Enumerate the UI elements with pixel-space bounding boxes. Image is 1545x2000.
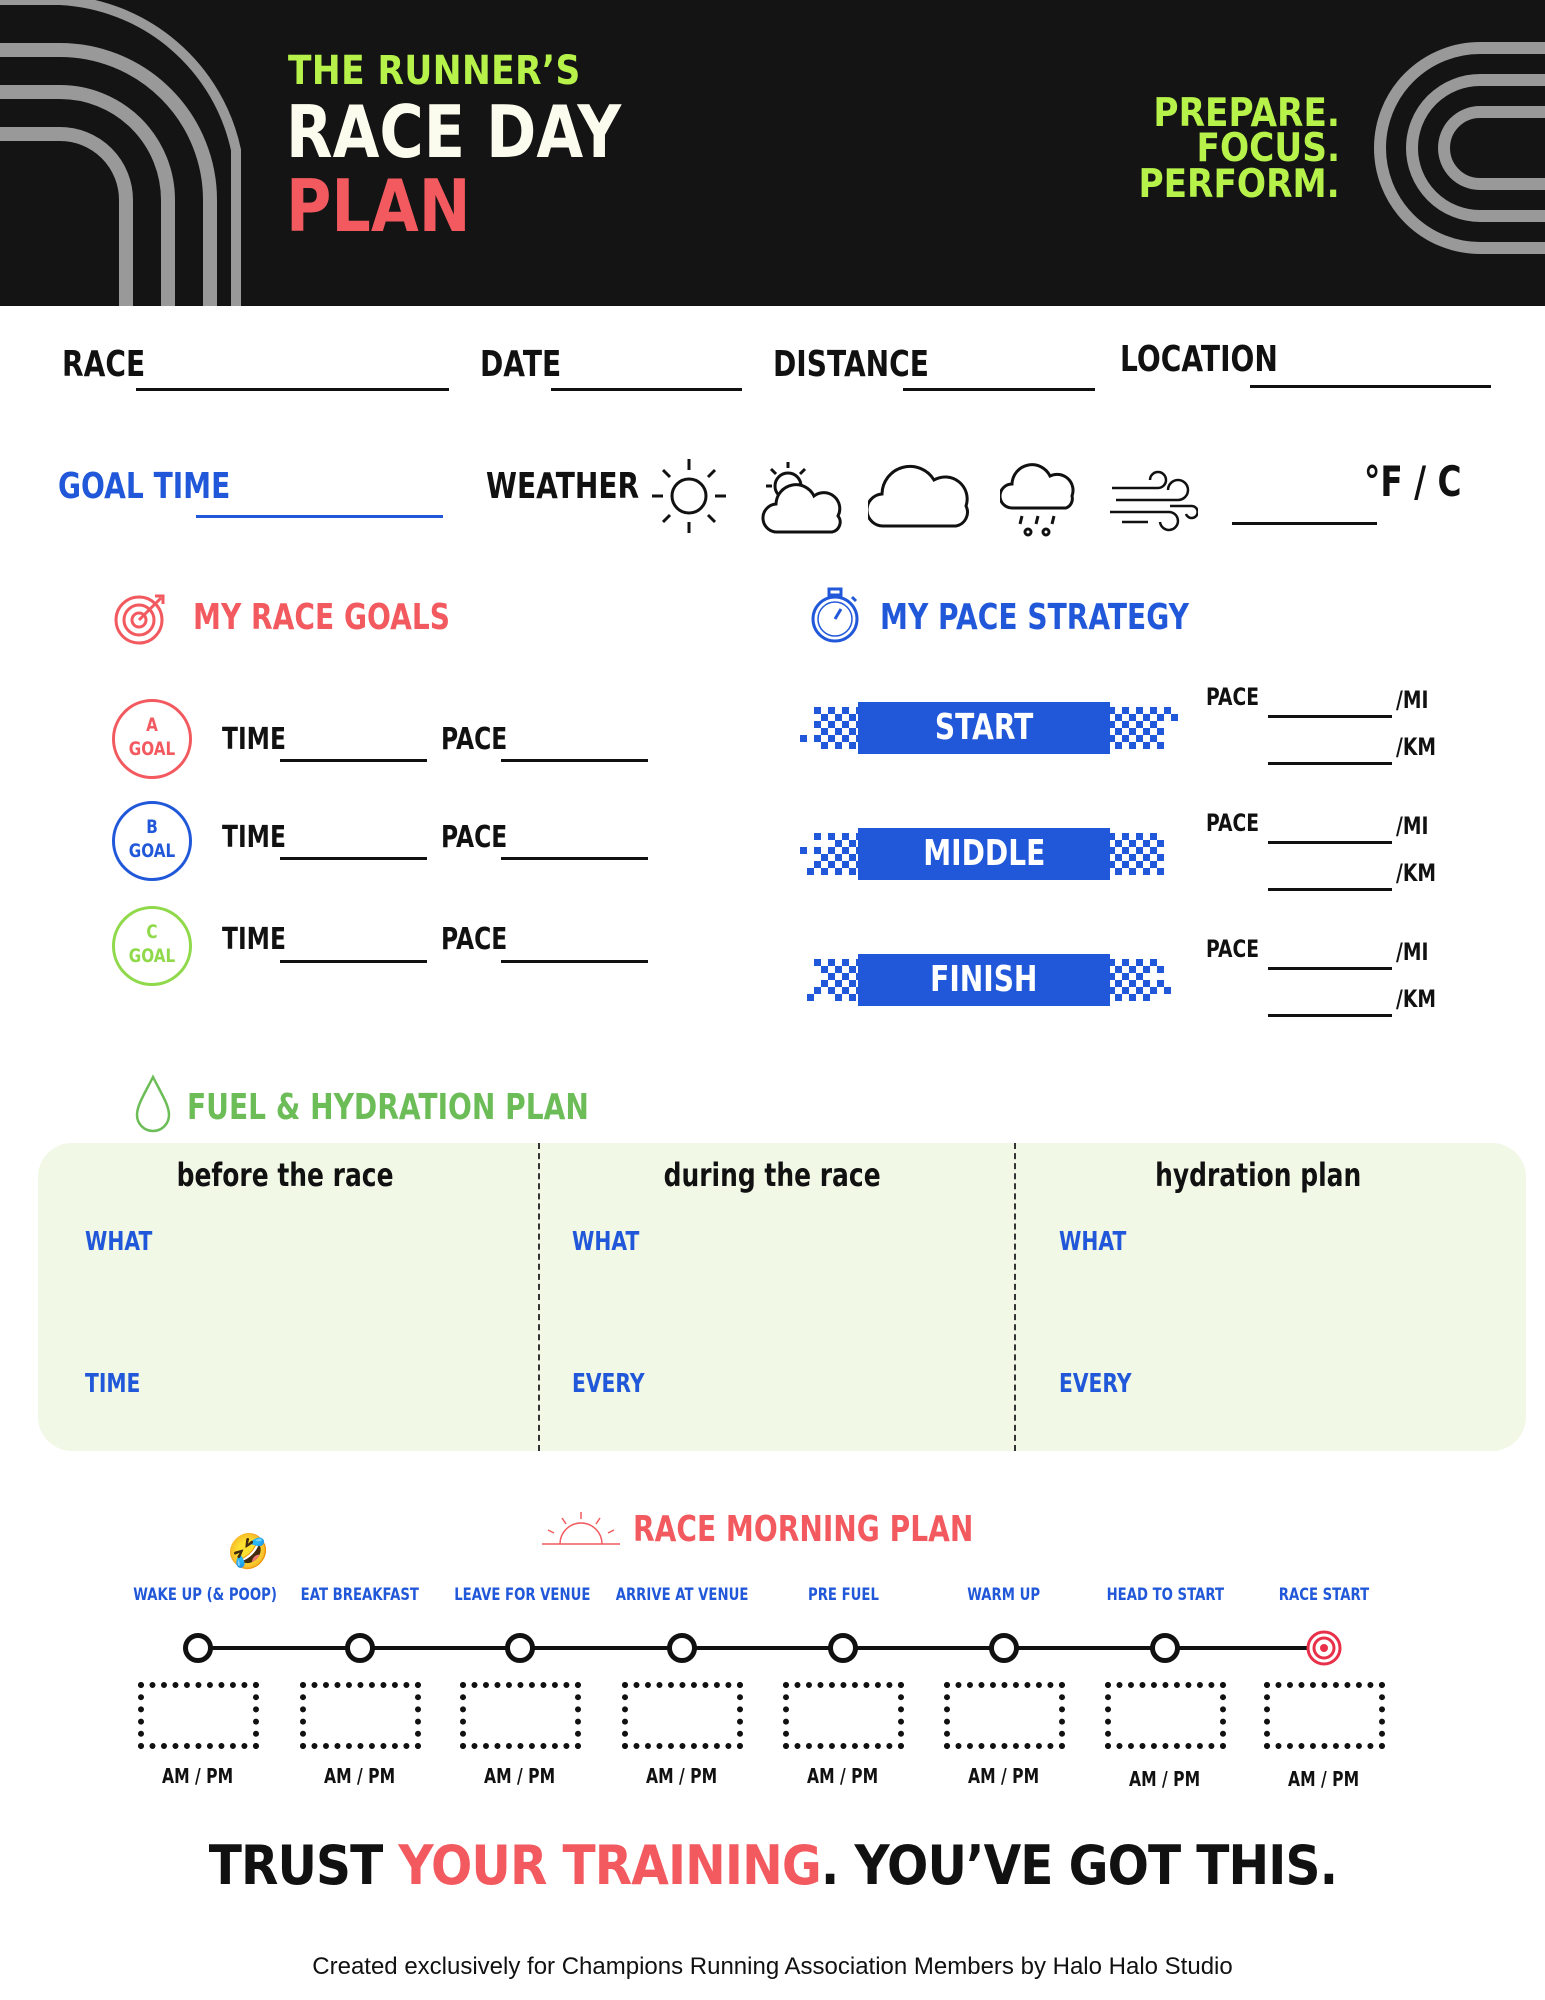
droplet-icon [133,1073,173,1135]
slogan-part1: TRUST [208,1834,398,1897]
time-entry-box[interactable] [1264,1682,1385,1749]
pace-2-mi-unit: /MI [1396,938,1429,966]
pace-strategy-title: MY PACE STRATEGY [880,597,1190,638]
slogan [0,1834,1545,1897]
morning-step-label: LEAVE FOR VENUE [454,1585,591,1605]
tagline-focus: FOCUS. [1196,126,1340,171]
goal-b-pace-field[interactable] [501,857,648,860]
pace-1-mi-field[interactable] [1268,841,1392,844]
pace-1-label: PACE [1206,809,1260,837]
title-line-3: PLAN [286,164,471,248]
timeline-node[interactable] [667,1633,697,1663]
title-line-1: THE RUNNER’S [288,48,581,94]
track-lanes-left-graphic [0,0,250,306]
tagline-prepare: PREPARE. [1153,91,1340,136]
fuel-col3-what[interactable]: WHAT [1059,1227,1127,1257]
pace-0-km-field[interactable] [1268,762,1392,765]
pace-1-km-unit: /KM [1396,859,1436,887]
cloud-icon[interactable] [868,462,974,532]
time-entry-box[interactable] [300,1682,421,1749]
race-goals-title: MY RACE GOALS [193,597,450,638]
time-entry-box[interactable] [944,1682,1065,1749]
fuel-divider-1 [538,1143,540,1451]
target-icon [113,590,169,646]
time-entry-box[interactable] [1105,1682,1226,1749]
fuel-divider-2 [1014,1143,1016,1451]
footer-credit: Created exclusively for Champions Running Association Members by Halo Halo Studio [312,1953,1233,1980]
pace-1-mi-unit: /MI [1396,812,1429,840]
pace-2-km-field[interactable] [1268,1014,1392,1017]
morning-step-label: ARRIVE AT VENUE [615,1585,749,1605]
pace-0-km-unit: /KM [1396,733,1436,761]
morning-step-label: HEAD TO START [1106,1585,1224,1605]
distance-field[interactable] [903,388,1095,391]
morning-step-label: WARM UP [967,1585,1041,1605]
goal-b-pace-label: PACE [441,820,508,855]
goal-a-badge: A GOAL [112,699,192,779]
sunrise-icon [540,1508,622,1548]
date-label: DATE [480,344,562,385]
pace-2-mi-field[interactable] [1268,967,1392,970]
location-label: LOCATION [1120,339,1278,380]
sun-icon[interactable] [648,455,730,537]
goal-c-time-label: TIME [222,922,286,957]
time-entry-box[interactable] [138,1682,259,1749]
goal-b-time-field[interactable] [280,857,427,860]
temperature-field[interactable] [1232,522,1377,525]
fuel-col2-heading: during the race [663,1156,881,1194]
tagline-perform: PERFORM. [1138,162,1340,207]
timeline-node[interactable] [505,1633,535,1663]
morning-step-label: PRE FUEL [807,1585,879,1605]
pace-0-label: PACE [1206,683,1260,711]
partly-cloudy-icon[interactable] [758,458,844,536]
fuel-col3-heading: hydration plan [1154,1156,1362,1194]
timeline-node[interactable] [1150,1633,1180,1663]
timeline-node[interactable] [183,1633,213,1663]
goal-c-time-field[interactable] [280,960,427,963]
ampm-label: AM / PM [1129,1767,1201,1791]
time-entry-box[interactable] [622,1682,743,1749]
weather-label: WEATHER [486,466,640,507]
pace-0-mi-field[interactable] [1268,715,1392,718]
slogan-part3: . YOU’VE GOT THIS. [820,1834,1337,1897]
distance-label: DISTANCE [773,344,929,385]
timeline-node[interactable] [828,1633,858,1663]
fuel-col1-what[interactable]: WHAT [85,1227,153,1257]
morning-step-label: EAT BREAKFAST [300,1585,420,1605]
goal-a-time-field[interactable] [280,759,427,762]
header-banner [0,0,1545,306]
goal-c-pace-field[interactable] [501,960,648,963]
goal-time-field[interactable] [196,515,443,518]
morning-step-label: WAKE UP (& POOP) [133,1585,277,1605]
laughing-emoji-icon: 🤣 [227,1533,270,1571]
race-label: RACE [62,344,146,385]
pace-2-label: PACE [1206,935,1260,963]
ampm-label: AM / PM [807,1764,879,1788]
goal-a-pace-field[interactable] [501,759,648,762]
goal-a-pace-label: PACE [441,722,508,757]
track-lanes-right-graphic [1370,30,1545,270]
goal-a-time-label: TIME [222,722,286,757]
slogan-highlight: YOUR TRAINING [397,1834,821,1897]
time-entry-box[interactable] [783,1682,904,1749]
pace-bar-finish: FINISH [858,954,1110,1006]
goal-c-pace-label: PACE [441,922,508,957]
finish-target-icon[interactable] [1306,1630,1342,1666]
ampm-label: AM / PM [968,1764,1040,1788]
wind-icon[interactable] [1108,470,1198,532]
fuel-title: FUEL & HYDRATION PLAN [187,1087,589,1128]
morning-step-label: RACE START [1278,1585,1370,1605]
ampm-label: AM / PM [1288,1767,1360,1791]
goal-time-label: GOAL TIME [58,466,231,507]
fuel-col2-what[interactable]: WHAT [572,1227,640,1257]
fuel-col2-every[interactable]: EVERY [572,1369,645,1399]
title-line-2: RACE DAY [286,90,622,174]
pace-0-mi-unit: /MI [1396,686,1429,714]
timeline-node[interactable] [989,1633,1019,1663]
pace-bar-middle: MIDDLE [858,828,1110,880]
ampm-label: AM / PM [646,1764,718,1788]
ampm-label: AM / PM [162,1764,234,1788]
goal-b-time-label: TIME [222,820,286,855]
pace-1-km-field[interactable] [1268,888,1392,891]
goal-b-badge: B GOAL [112,801,192,881]
pace-bar-start: START [858,702,1110,754]
goal-c-badge: C GOAL [112,906,192,986]
race-field[interactable] [136,388,449,391]
date-field[interactable] [551,388,742,391]
location-field[interactable] [1250,385,1491,388]
timeline-node[interactable] [345,1633,375,1663]
fuel-col3-every[interactable]: EVERY [1059,1369,1132,1399]
ampm-label: AM / PM [324,1764,396,1788]
temp-unit-label: °F / C [1364,457,1462,506]
ampm-label: AM / PM [484,1764,556,1788]
fuel-col1-heading: before the race [176,1156,394,1194]
morning-plan-title: RACE MORNING PLAN [633,1509,974,1550]
stopwatch-icon [808,585,862,645]
pace-2-km-unit: /KM [1396,985,1436,1013]
fuel-col1-time[interactable]: TIME [85,1369,141,1399]
rain-icon[interactable] [1000,462,1080,540]
time-entry-box[interactable] [460,1682,581,1749]
